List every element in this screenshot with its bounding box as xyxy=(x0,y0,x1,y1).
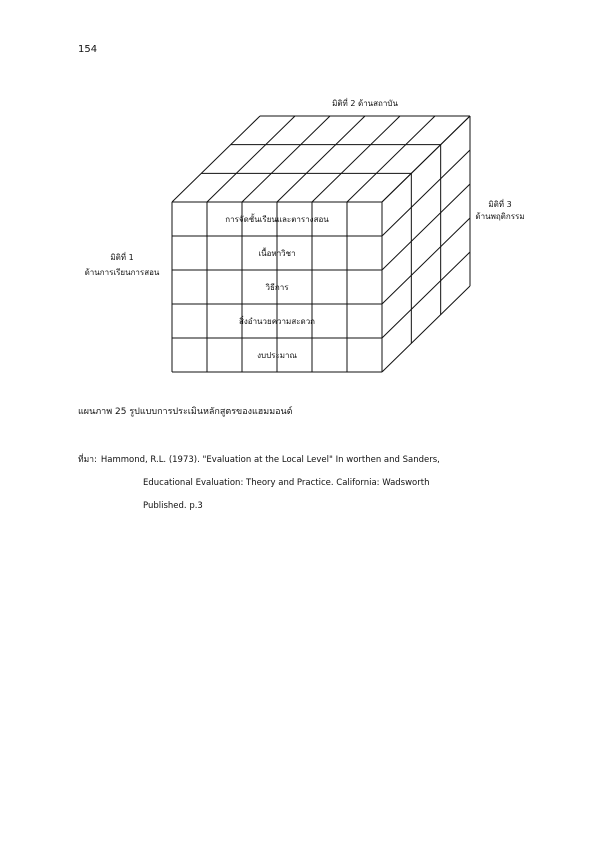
reference-line-1 xyxy=(78,449,518,472)
dimension-3-title: มิติที่ 3 xyxy=(488,200,512,209)
row-label: การจัดชั้นเรียนและตารางสอน xyxy=(225,215,329,224)
reference-line-2: Educational Evaluation: Theory and Practice. California: Wadsworth xyxy=(143,478,430,488)
row-label: เนื้อหาวิชา xyxy=(258,249,296,258)
dimension-1-label xyxy=(78,252,166,279)
reference-block xyxy=(78,449,518,518)
top-grid-line xyxy=(312,116,400,202)
dimension-1-subtitle: ด้านการเรียนการสอน xyxy=(84,268,160,277)
side-grid-line xyxy=(382,218,470,304)
reference-prefix: ที่มา: xyxy=(78,455,97,465)
top-grid-line xyxy=(172,116,260,202)
page-number: 154 xyxy=(78,44,98,55)
dimension-2-title: มิติที่ 2 ด้านสถาบัน xyxy=(332,99,398,108)
side-grid-line xyxy=(382,286,470,372)
top-grid-line xyxy=(242,116,330,202)
top-grid-line xyxy=(207,116,295,202)
side-grid-line xyxy=(382,252,470,338)
top-grid-line xyxy=(347,116,435,202)
row-label: วิธีการ xyxy=(265,283,289,292)
dimension-3-subtitle: ด้านพฤติกรรม xyxy=(475,212,525,221)
row-label: งบประมาณ xyxy=(257,351,297,360)
side-grid-line xyxy=(382,116,470,202)
figure-caption: แผนภาพ 25 รูปแบบการประเมินหลักสูตรของแฮมมอนด์ xyxy=(78,407,293,417)
top-grid-line xyxy=(277,116,365,202)
reference-citation: Hammond, R.L. (1973). "Evaluation at the Local Level" In worthen and Sanders, xyxy=(100,455,440,465)
dimension-2-label xyxy=(300,98,430,110)
side-grid-line xyxy=(382,150,470,236)
dimension-3-label xyxy=(470,199,530,223)
dimension-1-title: มิติที่ 1 xyxy=(110,253,134,262)
reference-line-3: Published. p.3 xyxy=(143,501,203,511)
cube-diagram xyxy=(0,0,595,400)
row-label: สิ่งอำนวยความสะดวก xyxy=(238,317,316,326)
side-grid-line xyxy=(382,184,470,270)
